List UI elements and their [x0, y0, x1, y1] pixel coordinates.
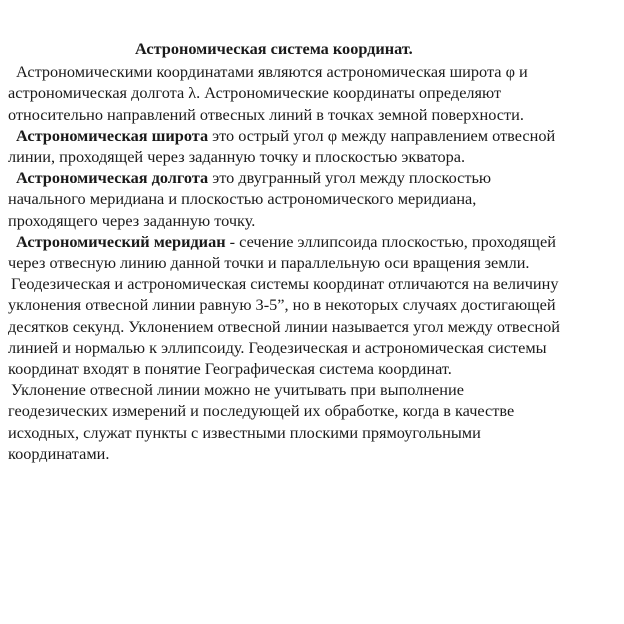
- term-astronomical-longitude: Астрономическая долгота: [16, 168, 209, 188]
- text-line: проходящего через заданную точку.: [8, 210, 256, 230]
- text-line: [8, 167, 618, 188]
- paragraph-astronomical-latitude: [8, 125, 618, 167]
- text-line: астрономическая долгота λ. Астрономические координаты определяют: [8, 83, 502, 103]
- document-title: Астрономическая система координат.: [135, 39, 413, 58]
- term-astronomical-latitude: Астрономическая широта: [16, 125, 209, 145]
- definition-text: - сечение эллипсоида плоскостью, проходящей: [225, 231, 556, 251]
- text-line: относительно направлений отвесных линий в точках земной поверхности.: [8, 104, 524, 124]
- definition-text: это острый угол φ между направлением отвесной: [208, 125, 556, 145]
- text-line: [8, 125, 618, 146]
- text-line: уклонения отвесной линии равную 3-5”, но в некоторых случаях достигающей: [8, 295, 556, 315]
- text-line: Геодезическая и астрономическая системы координат отличаются на величину: [11, 274, 559, 294]
- document-body: [8, 38, 618, 464]
- paragraph-astronomical-meridian: [8, 231, 618, 273]
- text-line: исходных, служат пункты с известными плоскими прямоугольными: [8, 422, 481, 442]
- text-line: координатами.: [8, 443, 110, 463]
- text-line: через отвесную линию данной точки и параллельную оси вращения земли.: [8, 253, 530, 273]
- text-line: линии, проходящей через заданную точку и плоскостью экватора.: [8, 147, 466, 167]
- text-line: [8, 231, 618, 252]
- text-line: десятков секунд. Уклонением отвесной линии называется угол между отвесной: [8, 316, 560, 336]
- text-line: координат входят в понятие Географическая система координат.: [8, 359, 452, 379]
- definition-text: это двугранный угол между плоскостью: [208, 168, 492, 188]
- paragraph-deflection-ignored: [8, 379, 618, 464]
- text-line: Уклонение отвесной линии можно не учитывать при выполнение: [11, 380, 464, 400]
- paragraph-astronomical-coordinates: [8, 61, 618, 125]
- paragraph-astronomical-longitude: [8, 167, 618, 231]
- paragraph-deflection-of-vertical: [8, 273, 618, 379]
- text-line: Астрономическими координатами являются астрономическая широта φ и: [16, 62, 528, 82]
- text-line: геодезических измерений и последующей их обработке, когда в качестве: [8, 401, 515, 421]
- text-line: начального меридиана и плоскостью астрономического меридиана,: [8, 189, 477, 209]
- text-line: линией и нормалью к эллипсоиду. Геодезическая и астрономическая системы: [8, 337, 547, 357]
- term-astronomical-meridian: Астрономический меридиан: [16, 231, 226, 251]
